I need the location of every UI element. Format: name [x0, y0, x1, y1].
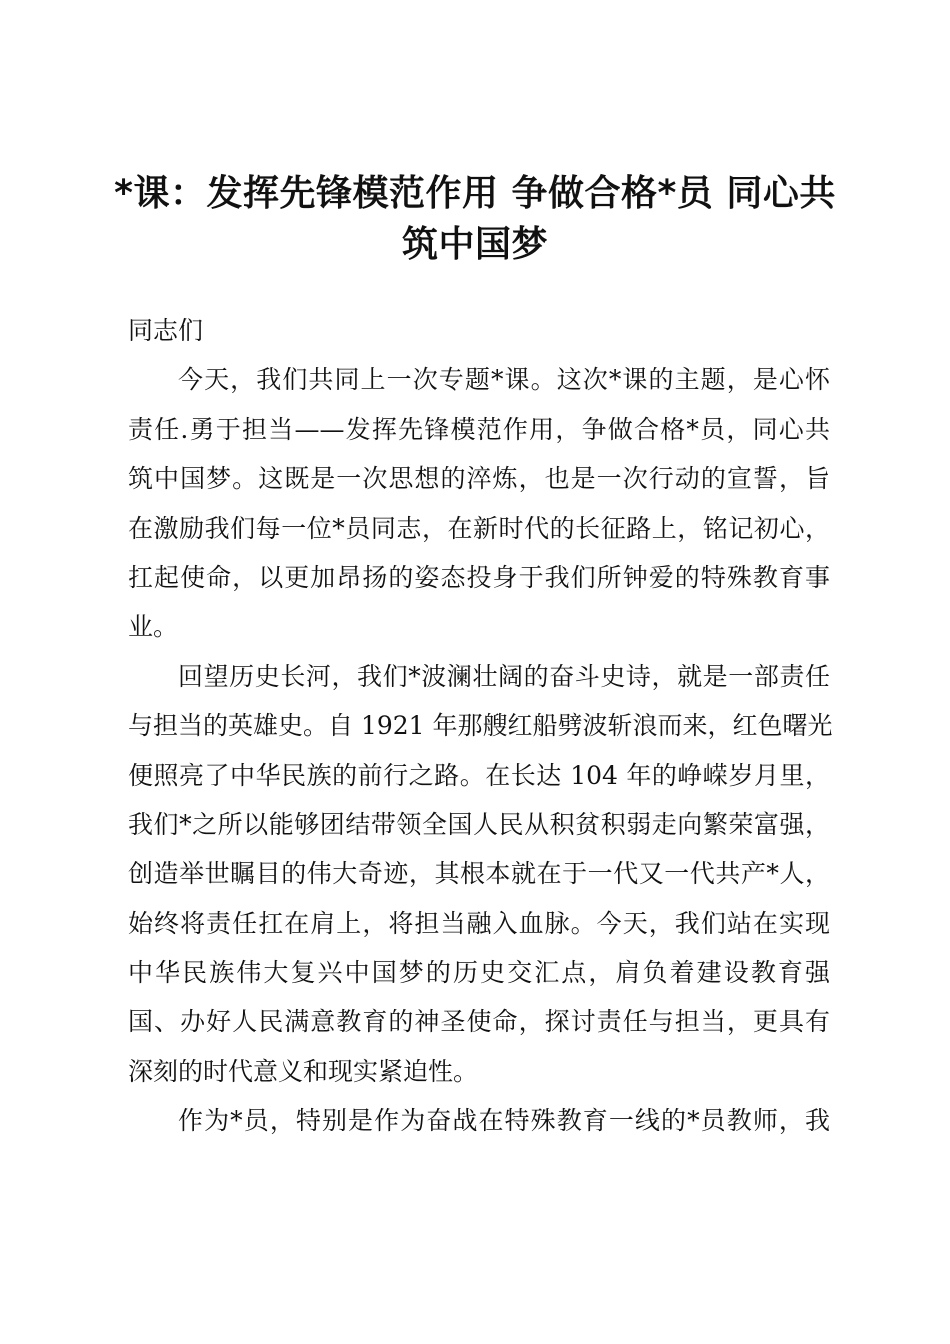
- paragraph-line: 回望历史长河，我们*波澜壮阔的奋斗史诗，就是一部责任: [178, 661, 830, 691]
- document-body: [128, 306, 833, 1146]
- salutation: 同志们: [128, 316, 204, 345]
- paragraph-line: 中华民族伟大复兴中国梦的历史交汇点，肩负着建设教育强: [128, 958, 830, 988]
- paragraph-line: 今天，我们共同上一次专题*课。这次*课的主题，是心怀: [178, 365, 830, 395]
- paragraph-line: 始终将责任扛在肩上，将担当融入血脉。今天，我们站在实现: [128, 908, 830, 938]
- paragraph-line: 业。: [128, 612, 179, 642]
- paragraph: [128, 652, 833, 1097]
- paragraph-line: 深刻的时代意义和现实紧迫性。: [128, 1056, 479, 1086]
- paragraph-line: 创造举世瞩目的伟大奇迹，其根本就在于一代又一代共产*人，: [128, 859, 830, 889]
- paragraph-line: 与担当的英雄史。自 1921 年那艘红船劈波斩浪而来，红色曙光: [128, 711, 833, 741]
- paragraph-line: 责任.勇于担当——发挥先锋模范作用，争做合格*员，同心共: [128, 414, 830, 444]
- paragraph-line: 扛起使命，以更加昂扬的姿态投身于我们所钟爱的特殊教育事: [128, 562, 830, 592]
- document-title: [100, 168, 850, 270]
- title-line: *课：发挥先锋模范作用 争做合格*员 同心共: [114, 173, 836, 214]
- paragraph: [128, 1096, 830, 1145]
- paragraph-line: 筑中国梦。这既是一次思想的淬炼，也是一次行动的宣誓，旨: [128, 464, 830, 494]
- paragraph-line: 我们*之所以能够团结带领全国人民从积贫积弱走向繁荣富强，: [128, 809, 830, 839]
- paragraph-line: 在激励我们每一位*员同志，在新时代的长征路上，铭记初心，: [128, 513, 830, 543]
- title-line: 筑中国梦: [401, 224, 548, 265]
- paragraph: [128, 355, 830, 651]
- paragraph-line: 作为*员，特别是作为奋战在特殊教育一线的*员教师，我: [178, 1106, 830, 1136]
- paragraph-line: 便照亮了中华民族的前行之路。在长达 104 年的峥嵘岁月里，: [128, 760, 830, 790]
- paragraph-line: 国、办好人民满意教育的神圣使命，探讨责任与担当，更具有: [128, 1007, 830, 1037]
